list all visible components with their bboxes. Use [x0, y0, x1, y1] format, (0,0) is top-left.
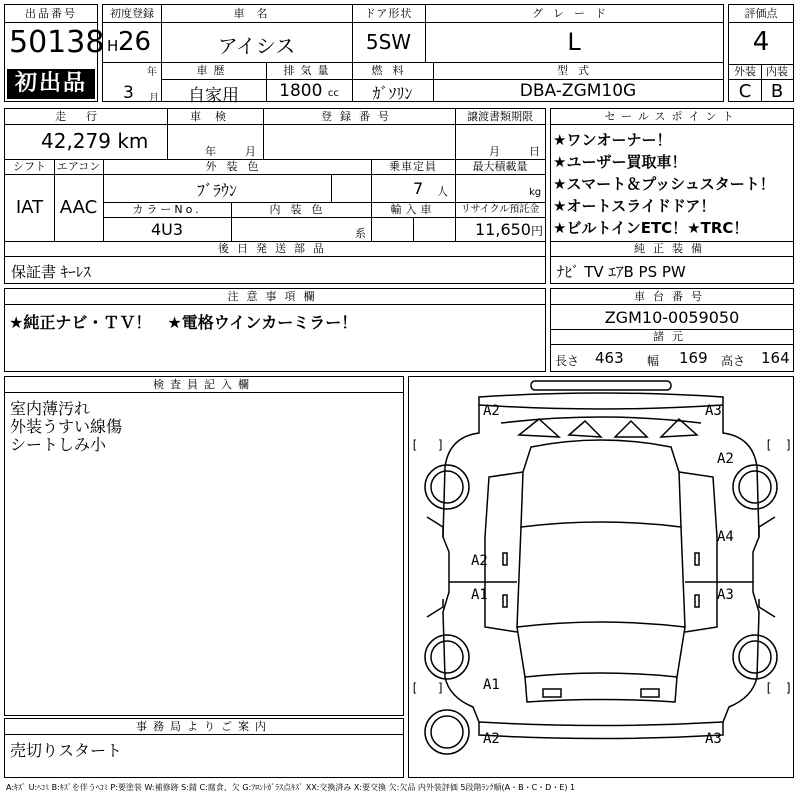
- sales-point-item: ★ビルトインETC！★TRC！: [553, 219, 749, 237]
- displacement-label: 排気量: [283, 64, 335, 77]
- sales-point-item: ★ワンオーナー！: [553, 131, 672, 149]
- inspector-line: 室内薄汚れ: [10, 399, 91, 418]
- fuel: ｶﾞｿﾘﾝ: [372, 84, 413, 103]
- month: 3: [123, 83, 134, 103]
- svg-text:[: [: [765, 681, 773, 695]
- recycle-label: リサイクル預託金: [460, 204, 540, 215]
- car-name-label: 車名: [233, 7, 280, 20]
- sales-points-box: [550, 108, 794, 284]
- inspector-line: シートしみ小: [10, 435, 107, 454]
- sales-point-item: ★スマート＆プッシュスタート！: [553, 175, 775, 193]
- svg-text:]: ]: [437, 438, 445, 452]
- shift-label: シフト: [13, 160, 46, 173]
- damage-right-fender: A2: [717, 451, 734, 467]
- color-label: 外装色: [205, 160, 269, 173]
- office-note: 売切りスタート: [10, 741, 123, 760]
- transfer-day-unit: 日: [529, 145, 540, 158]
- shift: IAT: [15, 197, 44, 218]
- svg-text:[: [: [765, 438, 773, 452]
- damage-right-front-door: A4: [717, 529, 734, 545]
- sales-points-label: セールスポイント: [604, 110, 740, 123]
- main-header-box: [102, 4, 724, 106]
- damage-front-right: A3: [705, 403, 722, 419]
- model-label: 型式: [557, 64, 599, 77]
- capacity-unit: 人: [437, 185, 448, 198]
- model: DBA-ZGM10G: [519, 81, 637, 101]
- car-diagram: [409, 377, 793, 777]
- damage-left-front-door: A2: [471, 553, 488, 569]
- mileage-label: 走行: [55, 110, 117, 123]
- office-label: 事務局よりご案内: [136, 720, 272, 733]
- svg-text:[: [: [411, 681, 419, 695]
- sales-point-item: ★オートスライドドア！: [553, 197, 716, 215]
- exterior-label: 外装: [734, 65, 756, 78]
- inspector-box: [4, 376, 404, 716]
- plate-label: 登録番号: [321, 110, 397, 123]
- exterior-grade: C: [738, 81, 752, 102]
- office-box: [4, 718, 404, 778]
- score: 4: [752, 27, 770, 57]
- lot-label: 出品番号: [25, 7, 77, 20]
- color-no-label: カラーNo.: [132, 203, 202, 216]
- fuel-label: 燃料: [371, 64, 414, 77]
- chassis-box: [550, 288, 794, 372]
- car-name: アイシス: [217, 34, 296, 58]
- inspector-label: 検査員記入欄: [153, 378, 255, 391]
- color-no: 4U3: [150, 220, 184, 239]
- interior-color-unit: 系: [355, 227, 366, 240]
- height: 164: [761, 349, 790, 367]
- equipment: ﾅﾋﾞ TV ｴｱB PS PW: [557, 263, 686, 281]
- legend: A:ｷｽﾞ U:ﾍｺﾐ B:ｷｽﾞを伴うﾍｺﾐ P:要塗装 W:補修跡 S:錆 C:腐食、欠 G:ﾌﾛﾝﾄｶﾞﾗｽ点ｷｽﾞ XX:交換済み X:要交換 欠:欠品 内外装評価 5段階ﾗﾝｸ順(A・B・C・D・E) 1: [6, 783, 576, 792]
- color: ﾌﾞﾗｳﾝ: [196, 181, 237, 200]
- grade: L: [567, 28, 581, 56]
- notes: ★純正ナビ・ＴＶ！ ★電格ウインカーミラー！: [9, 313, 358, 332]
- score-label: 評価点: [744, 7, 778, 20]
- month-unit: 月: [149, 93, 159, 104]
- width: 169: [679, 349, 708, 367]
- inspection-month-unit: 月: [245, 145, 256, 158]
- lot-number: 50138: [9, 25, 105, 60]
- load-unit: kg: [529, 187, 542, 198]
- transfer-month-unit: 月: [489, 145, 500, 158]
- capacity-label: 乗車定員: [389, 160, 437, 173]
- import-label: 輸入車: [390, 203, 436, 216]
- notes-label: 注意事項欄: [227, 290, 323, 303]
- grade-label: グレード: [532, 7, 616, 20]
- door-type: 5SW: [365, 30, 412, 54]
- damage-rear-left: A2: [483, 731, 500, 747]
- door-label: ドア形状: [364, 7, 413, 20]
- sales-point-item: ★ユーザー買取車！: [553, 153, 687, 171]
- history-label: 車歴: [196, 64, 231, 77]
- history: 自家用: [188, 86, 239, 106]
- chassis-number: ZGM10-0059050: [604, 308, 740, 327]
- svg-text:[: [: [411, 438, 419, 452]
- length-label: 長さ: [555, 354, 580, 368]
- damage-front-left: A2: [483, 403, 500, 419]
- damage-rear-right: A3: [705, 731, 722, 747]
- damage-left-quarter: A1: [483, 677, 500, 693]
- notes-box: [4, 288, 546, 372]
- interior-grade: B: [770, 81, 784, 102]
- damage-right-rear-door: A3: [717, 587, 734, 603]
- svg-text:]: ]: [785, 438, 793, 452]
- later-parts: 保証書 ｷｰﾚｽ: [11, 263, 91, 281]
- interior-color-label: 内装色: [269, 203, 333, 216]
- height-label: 高さ: [721, 354, 746, 368]
- car-diagram-box: [408, 376, 794, 778]
- recycle-fee: 11,650円: [475, 220, 543, 239]
- length: 463: [595, 349, 624, 367]
- width-label: 幅: [647, 354, 660, 368]
- load-label: 最大積載量: [472, 160, 528, 173]
- era: H: [107, 37, 119, 55]
- spec-label: 諸元: [653, 330, 691, 343]
- lot-box: [4, 4, 105, 102]
- svg-text:]: ]: [785, 681, 793, 695]
- first-listing-badge: 初出品: [7, 69, 95, 99]
- damage-left-rear-door: A1: [471, 587, 488, 603]
- inspection-label: 車検: [190, 110, 240, 123]
- inspector-line: 外装うすい線傷: [10, 417, 123, 436]
- equipment-label: 純正装備: [634, 242, 710, 255]
- transfer-label: 譲渡書類期限: [467, 110, 533, 123]
- score-box: [728, 4, 794, 102]
- mileage: 42,279 km: [41, 129, 149, 153]
- details-box: [4, 108, 546, 284]
- displacement: 1800 cc: [279, 81, 339, 101]
- inspection-year-unit: 年: [205, 145, 216, 158]
- chassis-label: 車台番号: [634, 290, 710, 303]
- year-unit: 年: [147, 67, 157, 78]
- capacity: 7: [413, 179, 424, 198]
- year: 26: [118, 27, 152, 57]
- later-parts-label: 後日発送部品: [218, 242, 332, 255]
- interior-label: 内装: [766, 65, 788, 78]
- ac: AAC: [59, 197, 98, 218]
- ac-label: エアコン: [56, 160, 101, 173]
- first-reg-label: 初度登録: [110, 7, 154, 20]
- svg-text:]: ]: [437, 681, 445, 695]
